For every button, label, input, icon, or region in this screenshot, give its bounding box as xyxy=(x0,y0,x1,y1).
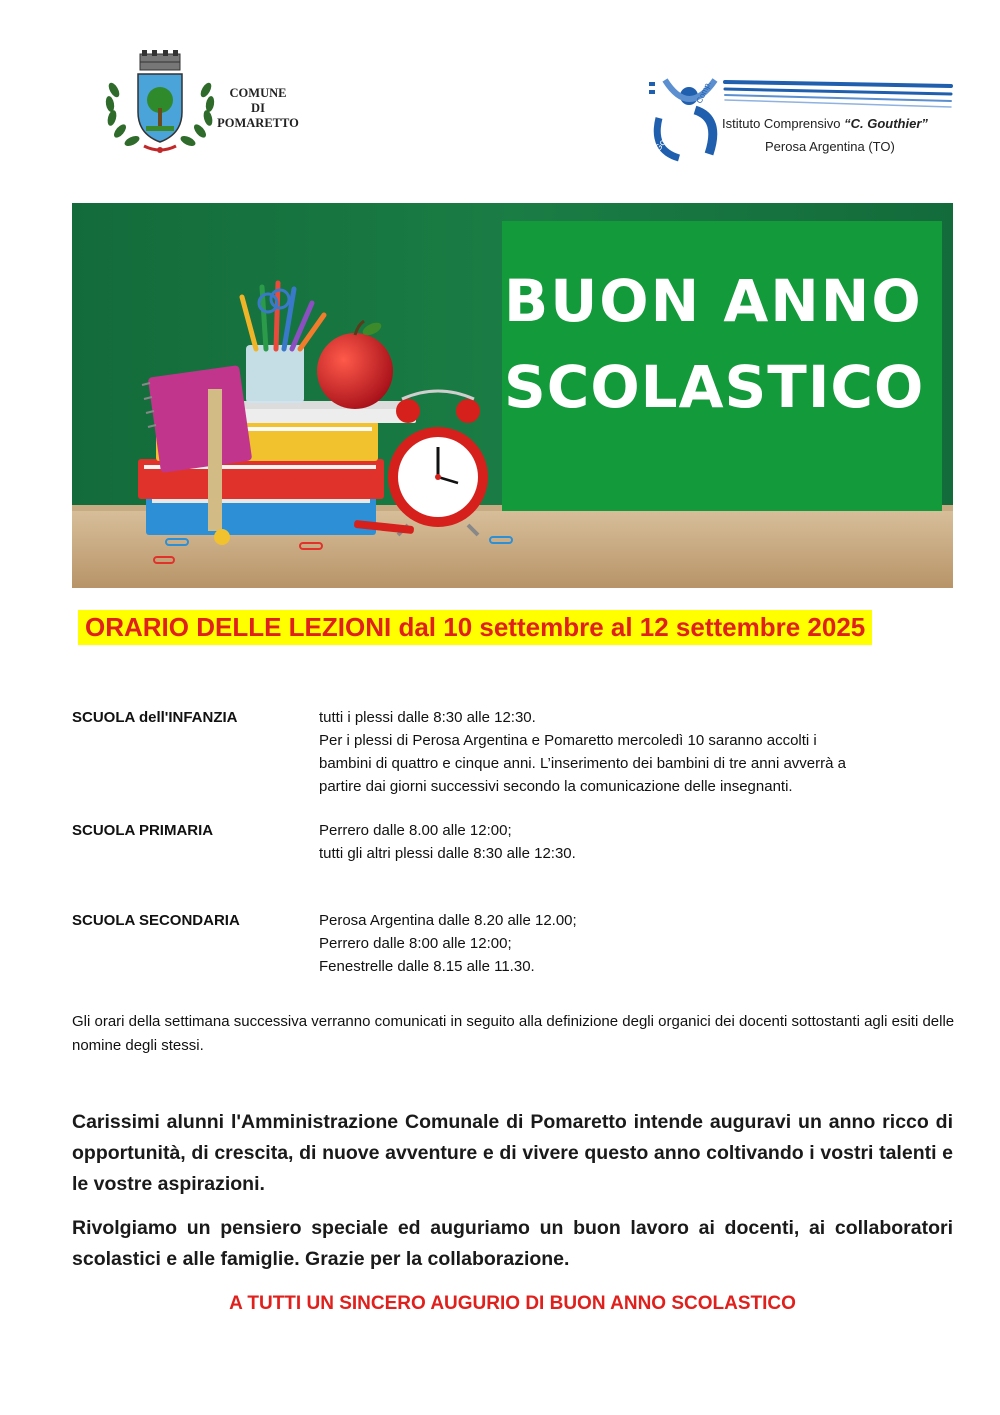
comune-line-3: POMARETTO xyxy=(217,116,299,130)
primaria-schedule xyxy=(319,819,949,865)
infanzia-line: partire dai giorni successivi secondo la comunicazione delle insegnanti. xyxy=(319,778,793,795)
comune-name xyxy=(216,86,300,131)
infanzia-line: Per i plessi di Perosa Argentina e Pomaretto mercoledì 10 saranno accolti i xyxy=(319,732,817,749)
istituto-place: Perosa Argentina (TO) xyxy=(765,139,895,154)
logo-arc-text-2: Comp. xyxy=(694,79,713,105)
comune-line-1: COMUNE xyxy=(229,86,287,100)
buon-anno-banner-image xyxy=(72,203,953,588)
greeting-paragraph-students: Carissimi alunni l'Amministrazione Comunale di Pomaretto intende auguravi un anno ricco di opportunità, di crescita, di nuove avventure e di vivere questo anno coltivando i vostri talenti e le vostre aspirazioni. xyxy=(72,1111,953,1195)
primaria-line: Perrero dalle 8.00 alle 12:00; xyxy=(319,822,512,839)
comune-line-2: DI xyxy=(251,101,265,115)
primaria-label: SCUOLA PRIMARIA xyxy=(72,822,214,839)
greeting-paragraph-staff: Rivolgiamo un pensiero speciale ed auguriamo un buon lavoro ai docenti, ai collaboratori scolastici e alle famiglie. Grazie per la collaborazione. xyxy=(72,1217,953,1270)
schedule-title: ORARIO DELLE LEZIONI dal 10 settembre al 12 settembre 2025 xyxy=(78,610,872,645)
secondaria-line: Perosa Argentina dalle 8.20 alle 12.00; xyxy=(319,912,577,929)
logo-arc-text-1: Gouthier xyxy=(652,119,681,154)
secondaria-label: SCUOLA SECONDARIA xyxy=(72,912,240,929)
secondaria-line: Fenestrelle dalle 8.15 alle 11.30. xyxy=(319,958,535,975)
infanzia-line: bambini di quattro e cinque anni. L’inserimento dei bambini di tre anni avverrà a xyxy=(319,755,846,772)
banner-line-2: SCOLASTICO xyxy=(504,353,925,421)
infanzia-line: tutti i plessi dalle 8:30 alle 12:30. xyxy=(319,709,536,726)
comune-coat-of-arms-logo xyxy=(100,48,220,160)
infanzia-schedule xyxy=(319,706,949,798)
primaria-line: tutti gli altri plessi dalle 8:30 alle 12:30. xyxy=(319,845,576,862)
secondaria-line: Perrero dalle 8:00 alle 12:00; xyxy=(319,935,512,952)
istituto-prefix: Istituto Comprensivo xyxy=(722,116,845,131)
banner-line-1: BUON ANNO xyxy=(504,267,923,335)
schedule-note: Gli orari della settimana successiva verranno comunicati in seguito alla definizione degli organici dei docenti sottostanti agli esiti delle nomine degli stessi. xyxy=(72,1013,955,1054)
secondaria-schedule xyxy=(319,909,949,978)
istituto-title: “C. Gouthier” xyxy=(844,116,928,131)
istituto-name xyxy=(722,116,928,131)
infanzia-label: SCUOLA dell'INFANZIA xyxy=(72,709,238,726)
closing-greeting: A TUTTI UN SINCERO AUGURIO DI BUON ANNO SCOLASTICO xyxy=(229,1293,796,1314)
